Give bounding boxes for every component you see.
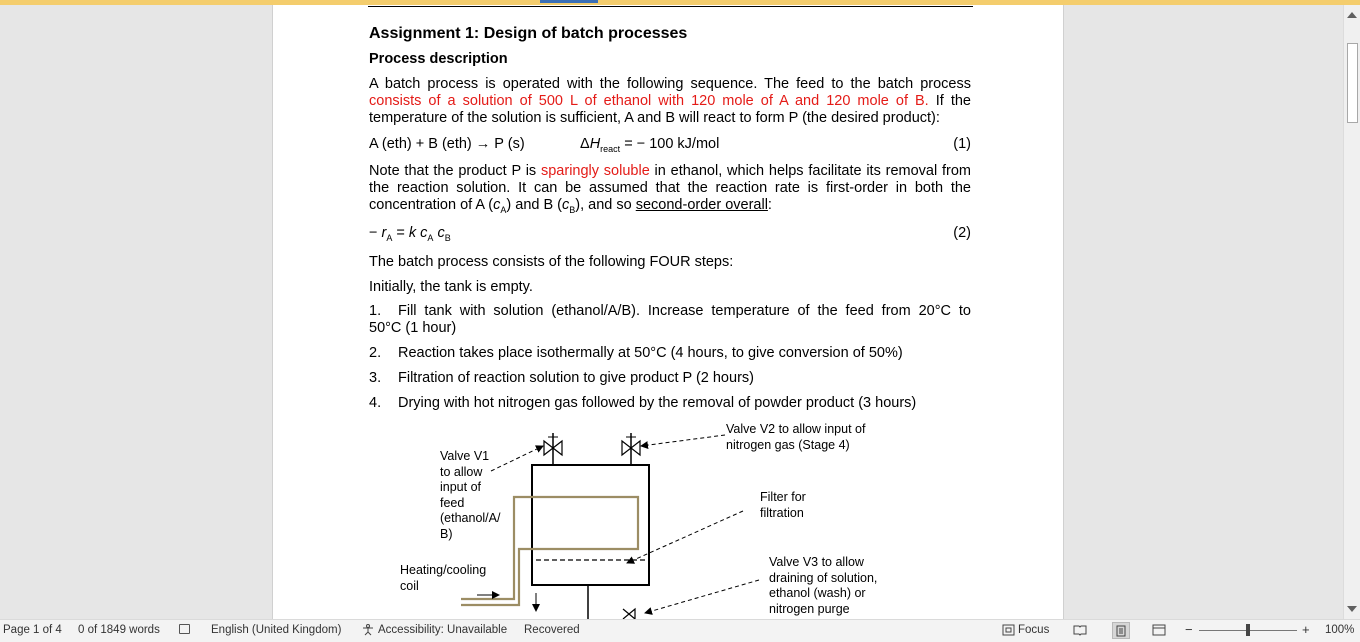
label-valve-v2: Valve V2 to allow input of nitrogen gas (Stage 4) (726, 422, 866, 452)
accessibility-status[interactable]: Accessibility: Unavailable (378, 624, 508, 636)
sparingly-soluble-highlight: sparingly soluble (540, 163, 650, 179)
language-indicator[interactable]: English (United Kingdom) (211, 624, 342, 636)
step-4-text: Drying with hot nitrogen gas followed by the removal of powder product (3 hours) (398, 395, 917, 411)
vertical-scrollbar[interactable] (1343, 5, 1360, 619)
note-line-3: concentration of A $(c_A)$ and B $(c_B)$, and so second-order overall: (369, 197, 772, 215)
web-layout-icon[interactable] (1152, 624, 1166, 639)
enthalpy-text: $\Delta H_{react}$ = − 100 kJ/mol (580, 136, 720, 154)
active-tab-indicator (540, 0, 598, 3)
accessibility-icon[interactable] (362, 624, 374, 637)
note-line-1: Note that the product P is sparingly soluble in ethanol, which helps facilitate its removal from (369, 163, 971, 179)
section-heading: Process description (369, 51, 508, 67)
equation-1-number: (1) (953, 136, 971, 152)
rate-expression: − $r_A = k$ $c_A$ $c_B$ (369, 225, 451, 243)
steps-intro: The batch process consists of the following FOUR steps: (369, 254, 734, 270)
step-1-line-2: 50°C (1 hour) (369, 320, 457, 336)
valve-v3-icon (623, 609, 635, 619)
label-valve-v1: Valve V1 to allow input of feed (ethanol/A/ B) (440, 449, 501, 541)
status-bar (0, 619, 1360, 642)
feed-description: consists of a solution of 500 L of ethanol with 120 mole of A and 120 mole of B. (369, 93, 929, 109)
step-4-number: 4. (369, 395, 382, 411)
step-3-text: Filtration of reaction solution to give product P (2 hours) (398, 370, 754, 386)
page-count[interactable]: Page 1 of 4 (3, 624, 62, 636)
step-1 (369, 303, 971, 337)
intro-paragraph (369, 76, 971, 127)
document-page[interactable] (272, 5, 1064, 619)
reaction-text: A (eth) + B (eth) → P (s) (369, 136, 525, 152)
step-4 (369, 395, 971, 412)
step-2-text: Reaction takes place isothermally at 50°C (4 hours, to give conversion of 50%) (398, 345, 903, 361)
batch-reactor-diagram (369, 415, 973, 619)
document-canvas[interactable] (0, 5, 1343, 619)
print-layout-icon[interactable] (1112, 622, 1130, 639)
document-title: Assignment 1: Design of batch processes (369, 25, 688, 42)
label-heating-coil: Heating/cooling coil (400, 563, 487, 593)
scroll-up-icon[interactable] (1347, 12, 1357, 18)
step-3 (369, 370, 971, 387)
intro-line-2-rest: If the (928, 93, 971, 109)
word-count[interactable]: 0 of 1849 words (78, 624, 160, 636)
recovered-status: Recovered (524, 624, 580, 636)
initial-state: Initially, the tank is empty. (369, 279, 533, 295)
note-paragraph (369, 163, 971, 219)
equation-1 (369, 136, 971, 153)
equation-2 (369, 225, 971, 247)
read-mode-icon[interactable] (1073, 624, 1087, 639)
step-1-number: 1. (369, 303, 382, 319)
focus-icon[interactable] (1002, 624, 1015, 637)
label-filter: Filter for filtration (760, 490, 806, 520)
focus-button[interactable]: Focus (1018, 624, 1050, 636)
zoom-slider-thumb[interactable] (1246, 624, 1250, 636)
step-2-number: 2. (369, 345, 382, 361)
scroll-down-icon[interactable] (1347, 606, 1357, 612)
proofing-icon[interactable] (179, 624, 190, 636)
zoom-out-button[interactable]: − (1185, 622, 1193, 637)
second-order-overall: second-order overall (635, 197, 768, 213)
intro-line-1: A batch process is operated with the following sequence. The feed to the batch process (369, 76, 971, 92)
zoom-in-button[interactable]: + (1302, 622, 1310, 637)
zoom-level[interactable]: 100% (1325, 624, 1355, 636)
step-2 (369, 345, 971, 362)
equation-2-number: (2) (953, 225, 971, 241)
intro-line-3: temperature of the solution is sufficient, A and B will react to form P (the desired product): (369, 110, 940, 126)
label-valve-v3: Valve V3 to allow draining of solution, ethanol (wash) or nitrogen purge (769, 555, 878, 616)
intro-line-2 (369, 93, 971, 110)
header-rule (368, 6, 973, 7)
tank (532, 465, 649, 585)
scroll-thumb[interactable] (1347, 43, 1358, 123)
note-line-2: the reaction solution. It can be assumed that the reaction rate is first-order in both the (369, 180, 971, 196)
step-3-number: 3. (369, 370, 382, 386)
step-1-line-1: Fill tank with solution (ethanol/A/B). Increase temperature of the feed from 20°C to (398, 303, 971, 319)
